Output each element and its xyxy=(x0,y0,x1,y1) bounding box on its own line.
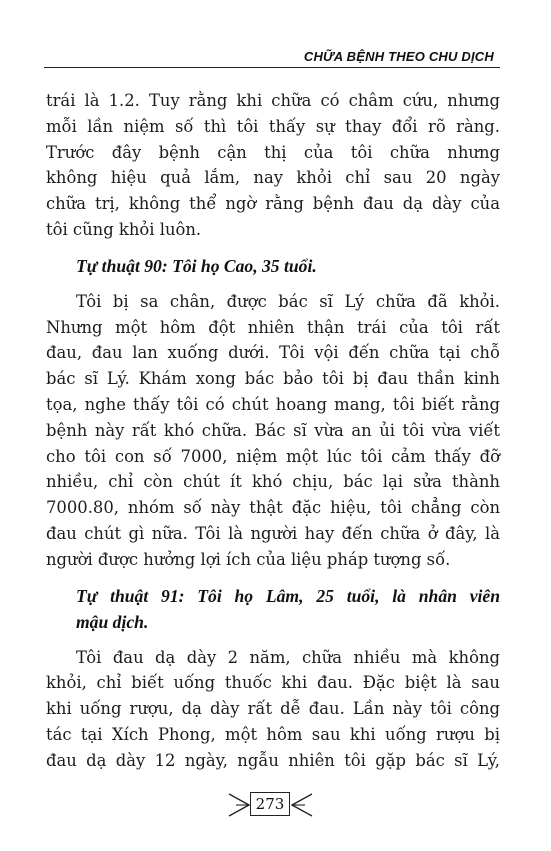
text-line: tọa, nghe thấy tôi có chút hoang mang, tôi biết rằng xyxy=(46,394,500,414)
text-line: bác sĩ Lý. Khám xong bác bảo tôi bị đau thần kinh xyxy=(46,369,500,389)
text-line: mỗi lần niệm số thì tôi thấy sự thay đổi rõ ràng. xyxy=(46,116,500,136)
page-footer xyxy=(0,790,551,822)
text-line: người được hưởng lợi ích của liệu pháp tượng số. xyxy=(46,549,451,569)
header-rule xyxy=(44,67,500,68)
section-heading xyxy=(46,583,500,635)
page-header xyxy=(44,40,500,70)
text-line: khi uống rượu, dạ dày rất dễ đau. Lần này tôi công xyxy=(46,699,500,719)
paragraph xyxy=(46,289,500,573)
heading-line: mậu dịch. xyxy=(76,611,149,632)
text-line: Nhưng một hôm đột nhiên thận trái của tôi rất xyxy=(46,317,500,337)
text-line: không hiệu quả lắm, nay khỏi chỉ sau 20 ngày xyxy=(46,168,500,188)
paragraph xyxy=(46,645,500,774)
text-line: chữa trị, không thể ngờ rằng bệnh đau dạ dày của xyxy=(46,194,500,214)
text-line: khỏi, chỉ biết uống thuốc khi đau. Đặc biệt là sau xyxy=(46,673,500,693)
text-line: đau, đau lan xuống dưới. Tôi vội đến chữa tại chỗ xyxy=(46,343,500,363)
text-line: đau chút gì nữa. Tôi là người hay đến chữa ở đây, là xyxy=(46,523,500,543)
text-line: Trước đây bệnh cận thị của tôi chữa nhưng xyxy=(46,142,500,162)
text-line: Tôi đau dạ dày 2 năm, chữa nhiều mà không xyxy=(76,647,500,667)
paragraph xyxy=(46,88,500,243)
text-line: nhiều, chỉ còn chút ít khó chịu, bác lại sửa thành xyxy=(46,472,500,492)
page-number: 273 xyxy=(250,792,290,816)
text-line: tác tại Xích Phong, một hôm sau khi uống rượu bị xyxy=(46,724,500,744)
page-number-ornament-left xyxy=(228,793,250,817)
running-title: CHỮA BỆNH THEO CHU DỊCH xyxy=(303,49,494,64)
text-line: cho tôi con số 7000, niệm một lúc tôi cảm thấy đỡ xyxy=(46,446,500,466)
text-line: tôi cũng khỏi luôn. xyxy=(46,219,202,239)
section-heading xyxy=(46,253,500,279)
body-text xyxy=(46,88,500,784)
text-line: 7000.80, nhóm số này thật đặc hiệu, tôi chẳng còn xyxy=(46,498,500,518)
heading-line: Tự thuật 90: Tôi họ Cao, 35 tuổi. xyxy=(76,255,317,276)
text-line: đau dạ dày 12 ngày, ngẫu nhiên tôi gặp bác sĩ Lý, xyxy=(46,750,500,770)
heading-line: Tự thuật 91: Tôi họ Lâm, 25 tuổi, là nhân viên xyxy=(76,585,500,606)
text-line: trái là 1.2. Tuy rằng khi chữa có châm cứu, nhưng xyxy=(46,91,500,110)
page-number-ornament-right xyxy=(291,793,313,817)
text-line: Tôi bị sa chân, được bác sĩ Lý chữa đã khỏi. xyxy=(76,291,500,311)
text-line: bệnh này rất khó chữa. Bác sĩ vừa an ủi tôi vừa viết xyxy=(46,420,500,440)
